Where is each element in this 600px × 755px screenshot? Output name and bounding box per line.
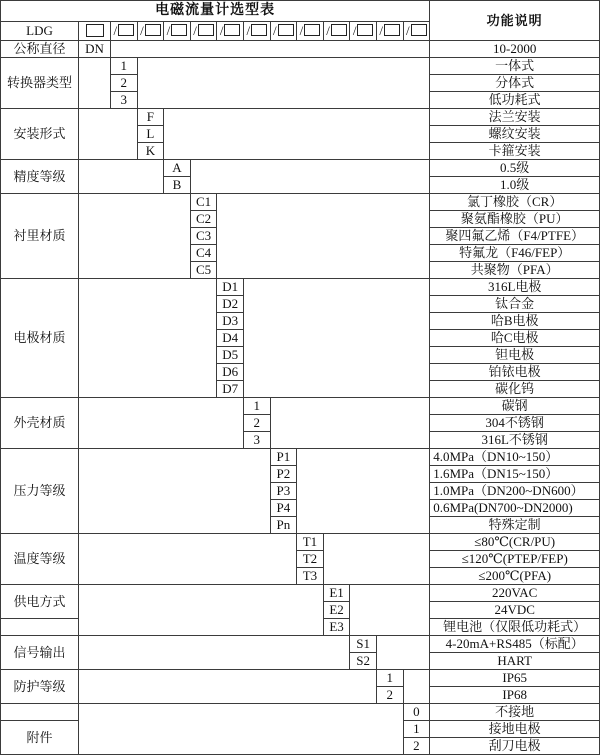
code-cell: T2 <box>297 551 324 568</box>
desc-cell: 316L不锈钢 <box>430 432 600 449</box>
desc-cell: ≤120℃(PTEP/FEP) <box>430 551 600 568</box>
category-power-supply: 供电方式 <box>1 585 79 619</box>
code-cell: A <box>164 160 191 177</box>
desc-cell: 一体式 <box>430 58 600 75</box>
code-cell: P1 <box>270 449 297 466</box>
spacer-cell <box>79 636 350 670</box>
desc-cell: 0.5级 <box>430 160 600 177</box>
slash-separator: / <box>299 23 304 39</box>
slash-separator: / <box>273 23 277 39</box>
code-cell: D1 <box>217 279 244 296</box>
code-cell: T1 <box>297 534 324 551</box>
slash-separator: / <box>219 23 224 39</box>
slash-separator: / <box>113 23 118 39</box>
code-cell: C2 <box>190 211 217 228</box>
code-cell: S1 <box>350 636 377 653</box>
desc-cell: IP65 <box>430 670 600 687</box>
desc-cell: HART <box>430 653 600 670</box>
spacer-cell <box>79 670 377 704</box>
code-cell: C1 <box>190 194 217 211</box>
slash-separator: / <box>193 23 197 39</box>
code-cell: 0 <box>403 704 430 721</box>
spacer-cell <box>79 279 217 398</box>
blank-box-icon <box>171 24 187 36</box>
category-empty-cell <box>1 619 79 636</box>
desc-cell: IP68 <box>430 687 600 704</box>
blank-box-icon <box>118 24 134 36</box>
code-cell: Pn <box>270 517 297 534</box>
desc-cell: 304不锈钢 <box>430 415 600 432</box>
code-cell: D6 <box>217 364 244 381</box>
category-nominal-diameter: 公称直径 <box>1 41 79 58</box>
spacer-cell <box>190 160 429 194</box>
desc-cell: 卡箍安装 <box>430 143 600 160</box>
desc-cell: 聚氨酯橡胶（PU） <box>430 211 600 228</box>
blank-box-icon <box>278 24 294 36</box>
category-lining-material: 衬里材质 <box>1 194 79 279</box>
code-cell: 1 <box>243 398 270 415</box>
code-cell: K <box>137 143 164 160</box>
desc-cell: 特氟龙（F46/FEP） <box>430 245 600 262</box>
blank-box-icon <box>384 24 400 36</box>
code-slot <box>137 22 164 41</box>
desc-cell: 10-2000 <box>430 41 600 58</box>
code-cell: C3 <box>190 228 217 245</box>
category-protection-rating: 防护等级 <box>1 670 79 704</box>
code-cell: T3 <box>297 568 324 585</box>
code-cell: P3 <box>270 483 297 500</box>
blank-box-icon <box>224 24 240 36</box>
spacer-cell <box>79 534 297 585</box>
category-accuracy-class: 精度等级 <box>1 160 79 194</box>
code-slot <box>217 22 244 41</box>
desc-cell: 不接地 <box>430 704 600 721</box>
category-signal-output: 信号输出 <box>1 636 79 670</box>
desc-cell: 哈C电极 <box>430 330 600 347</box>
blank-box-icon <box>198 24 214 36</box>
desc-cell: 0.6MPa(DN700~DN2000) <box>430 500 600 517</box>
code-cell: E2 <box>323 602 350 619</box>
code-cell: E3 <box>323 619 350 636</box>
code-cell: B <box>164 177 191 194</box>
desc-cell: 刮刀电极 <box>430 738 600 755</box>
desc-cell: 接地电极 <box>430 721 600 738</box>
code-cell: D3 <box>217 313 244 330</box>
code-slot <box>403 22 430 41</box>
desc-cell: 螺纹安装 <box>430 126 600 143</box>
desc-cell: 4.0MPa（DN10~150） <box>430 449 600 466</box>
code-cell: D5 <box>217 347 244 364</box>
desc-cell: ≤80℃(CR/PU) <box>430 534 600 551</box>
desc-cell: 1.0MPa（DN200~DN600） <box>430 483 600 500</box>
spacer-cell <box>111 41 430 58</box>
code-cell: E1 <box>323 585 350 602</box>
slash-separator: / <box>352 23 357 39</box>
category-empty-cell <box>1 704 79 721</box>
spacer-cell <box>376 636 429 670</box>
spacer-cell <box>297 449 430 534</box>
desc-cell: ≤200℃(PFA) <box>430 568 600 585</box>
desc-cell: 钽电极 <box>430 347 600 364</box>
blank-box-icon <box>304 24 320 36</box>
desc-cell: 分体式 <box>430 75 600 92</box>
code-slot <box>376 22 403 41</box>
desc-cell: 聚四氟乙烯（F4/PTFE） <box>430 228 600 245</box>
desc-cell: 哈B电极 <box>430 313 600 330</box>
code-cell: 3 <box>111 92 138 109</box>
desc-cell: 1.6MPa（DN15~150） <box>430 466 600 483</box>
desc-cell: 1.0级 <box>430 177 600 194</box>
category-temperature-rating: 温度等级 <box>1 534 79 585</box>
desc-cell: 4-20mA+RS485（标配） <box>430 636 600 653</box>
desc-cell: 铂铱电极 <box>430 364 600 381</box>
code-cell: L <box>137 126 164 143</box>
code-slot <box>350 22 377 41</box>
category-converter-type: 转换器类型 <box>1 58 79 109</box>
spacer-cell <box>164 109 430 160</box>
desc-cell: 特殊定制 <box>430 517 600 534</box>
desc-cell: 钛合金 <box>430 296 600 313</box>
blank-box-icon <box>331 24 347 36</box>
code-cell: DN <box>79 41 111 58</box>
spacer-cell <box>350 585 430 636</box>
code-cell: 2 <box>243 415 270 432</box>
category-pressure-rating: 压力等级 <box>1 449 79 534</box>
spacer-cell <box>79 58 111 109</box>
spacer-cell <box>79 585 324 636</box>
code-cell: 1 <box>403 721 430 738</box>
code-slot <box>79 22 111 41</box>
function-column-header: 功能说明 <box>430 1 600 41</box>
code-cell: 1 <box>111 58 138 75</box>
desc-cell: 锂电池（仅限低功耗式） <box>430 619 600 636</box>
code-cell: C5 <box>190 262 217 279</box>
code-slot <box>111 22 138 41</box>
code-cell: S2 <box>350 653 377 670</box>
slash-separator: / <box>246 23 251 39</box>
code-slot <box>243 22 270 41</box>
slash-separator: / <box>140 23 144 39</box>
desc-cell: 氯丁橡胶（CR） <box>430 194 600 211</box>
code-cell: D4 <box>217 330 244 347</box>
model-prefix: LDG <box>1 22 79 41</box>
spacer-cell <box>243 279 429 398</box>
slash-separator: / <box>379 23 384 39</box>
code-cell: D2 <box>217 296 244 313</box>
blank-box-icon <box>251 24 267 36</box>
code-cell: P4 <box>270 500 297 517</box>
slash-separator: / <box>326 23 330 39</box>
blank-box-icon <box>145 24 161 36</box>
code-cell: C4 <box>190 245 217 262</box>
category-installation-type: 安装形式 <box>1 109 79 160</box>
spacer-cell <box>79 194 191 279</box>
desc-cell: 24VDC <box>430 602 600 619</box>
slash-separator: / <box>406 23 410 39</box>
desc-cell: 法兰安装 <box>430 109 600 126</box>
code-slot <box>297 22 324 41</box>
desc-cell: 碳化钨 <box>430 381 600 398</box>
code-slot <box>323 22 350 41</box>
spacer-cell <box>79 704 404 755</box>
spacer-cell <box>403 670 430 704</box>
category-accessories: 附件 <box>1 721 79 755</box>
code-cell: 2 <box>376 687 403 704</box>
table-title: 电磁流量计选型表 <box>1 1 430 22</box>
code-cell: 3 <box>243 432 270 449</box>
spacer-cell <box>79 160 164 194</box>
code-slot <box>164 22 191 41</box>
desc-cell: 316L电极 <box>430 279 600 296</box>
desc-cell: 220VAC <box>430 585 600 602</box>
spacer-cell <box>270 398 430 449</box>
spacer-cell <box>79 109 138 160</box>
desc-cell: 低功耗式 <box>430 92 600 109</box>
slash-separator: / <box>166 23 171 39</box>
code-cell: 1 <box>376 670 403 687</box>
blank-box-icon <box>357 24 373 36</box>
code-cell: F <box>137 109 164 126</box>
blank-box-icon <box>86 24 104 37</box>
code-cell: P2 <box>270 466 297 483</box>
blank-box-icon <box>411 24 427 36</box>
code-slot <box>190 22 217 41</box>
code-cell: 2 <box>403 738 430 755</box>
desc-cell: 碳钢 <box>430 398 600 415</box>
spacer-cell <box>137 58 430 109</box>
category-electrode-material: 电极材质 <box>1 279 79 398</box>
code-slot <box>270 22 297 41</box>
spacer-cell <box>323 534 429 585</box>
spacer-cell <box>79 449 271 534</box>
code-cell: D7 <box>217 381 244 398</box>
spacer-cell <box>217 194 430 279</box>
spacer-cell <box>79 398 244 449</box>
code-cell: 2 <box>111 75 138 92</box>
category-housing-material: 外壳材质 <box>1 398 79 449</box>
desc-cell: 共聚物（PFA） <box>430 262 600 279</box>
